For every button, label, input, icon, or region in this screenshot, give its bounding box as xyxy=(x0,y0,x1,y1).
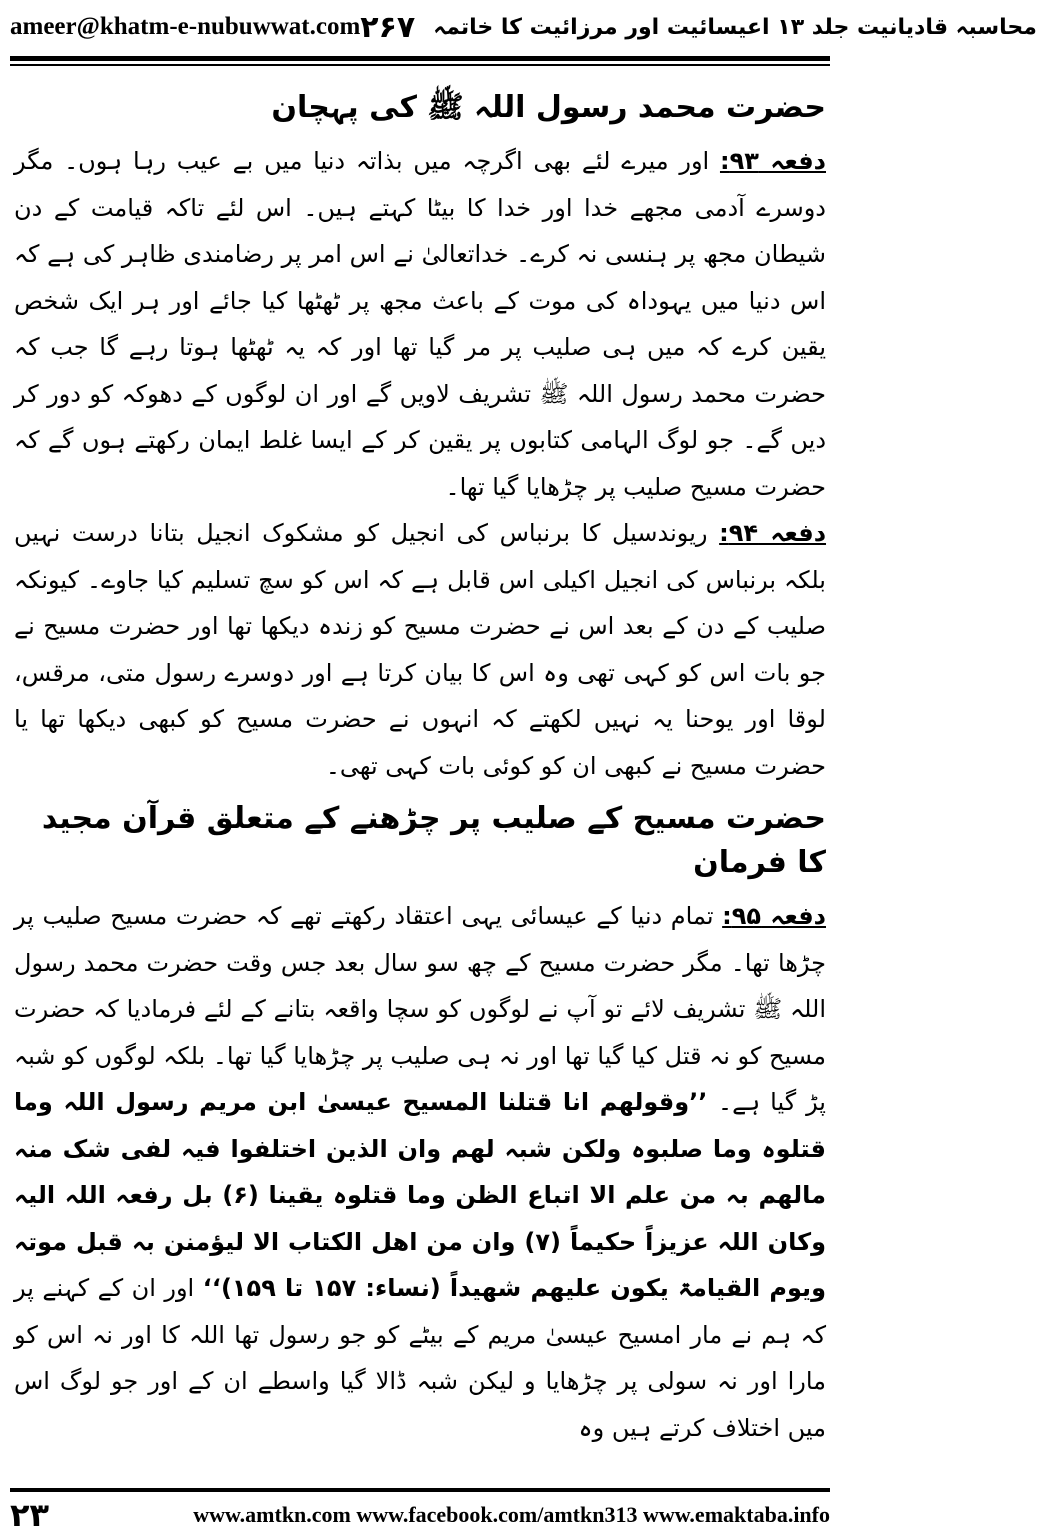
quran-quote: ’’وقولھم انا قتلنا المسیح عیسیٰ ابن مریم رسول اللہ وما قتلوہ وما صلبوہ ولکن شبہ لھم وان الذین اختلفوا فیہ لفی شک منہ مالھم بہ من علم الا اتباع الظن وما قتلوہ یقینا (۶) بل رفعہ اللہ الیہ وکان اللہ عزیزاً حکیماً (۷) وان من اھل الکتاب الا لیؤمنن بہ قبل موتہ ویوم القیامۃ یکون علیھم شھیداً (نساء: ۱۵۷ تا ۱۵۹)‘‘ xyxy=(14,1088,827,1302)
header-title-group xyxy=(360,10,1037,45)
clause-label-94: دفعہ ۹۴: xyxy=(719,519,827,547)
header-rule-thin xyxy=(10,64,830,66)
footer-rule xyxy=(10,1488,830,1492)
header-book-title: محاسبہ قادیانیت جلد ۱۳ اعیسائیت اور مرزائیت کا خاتمہ xyxy=(433,14,1037,40)
paragraph-95-text: تمام دنیا کے عیسائی یہی اعتقاد رکھتے تھے کہ حضرت مسیح صلیب پر چڑھا تھا۔ مگر حضرت مسیح کے چھ سو سال بعد جس وقت حضرت محمد رسول اللہ ﷺ تشریف لائے تو آپ نے لوگوں کو سچا واقعہ بتانے کے لئے فرمادیا کہ حضرت مسیح کو نہ قتل کیا گیا تھا اور نہ ہی صلیب پر چڑھایا گیا تھا۔ بلکہ لوگوں کو شبہ پڑ گیا ہے۔ xyxy=(14,902,826,1116)
section-heading-recognition: حضرت محمد رسول اللہ ﷺ کی پہچان xyxy=(271,90,826,125)
footer-links: www.amtkn.com www.facebook.com/amtkn313 www.emaktaba.info xyxy=(193,1502,830,1527)
paragraph-93-text: اور میرے لئے بھی اگرچہ میں بذاتہ دنیا میں بے عیب رہا ہوں۔ مگر دوسرے آدمی مجھے خدا اور خدا کا بیٹا کہتے ہیں۔ اس لئے تاکہ قیامت کے دن شیطان مجھ پر ہنسی نہ کرے۔ خداتعالیٰ نے اس امر پر رضامندی ظاہر کی ہے کہ اس دنیا میں یہوداہ کی موت کے باعث مجھ پر ٹھٹھا کیا جائے اور ہر ایک شخص یقین کرے کہ میں ہی صلیب پر مر گیا تھا اور کہ یہ ٹھٹھا ہوتا رہے گا جب کہ حضرت محمد رسول اللہ ﷺ تشریف لاویں گے اور ان لوگوں کے دھوکہ کو دور کر دیں گے۔ جو لوگ الہامی کتابوں پر یقین کر کے ایسا غلط ایمان رکھتے ہوں گے کہ حضرت مسیح صلیب پر چڑھایا گیا تھا۔ xyxy=(13,147,826,501)
paragraph-95 xyxy=(14,893,826,1451)
clause-label-93: دفعہ ۹۳: xyxy=(719,147,826,175)
clause-label-95: دفعہ ۹۵: xyxy=(722,902,826,930)
page-header xyxy=(10,2,1037,52)
paragraph-94-text: ریوندسیل کا برنباس کی انجیل کو مشکوک انجیل بتانا درست نہیں بلکہ برنباس کی انجیل اکیلی اس قابل ہے کہ اس کو سچ تسلیم کیا جاوے۔ کیونکہ صلیب کے دن کے بعد اس نے حضرت مسیح کو زندہ دیکھا تھا اور حضرت مسیح نے جو بات اس کو کہی تھی وہ اس کا بیان کرتا ہے اور دوسرے رسول متی، مرقس، لوقا اور یوحنا یہ نہیں لکھتے کہ انہوں نے حضرت مسیح کو کبھی دیکھا تھا یا حضرت مسیح نے کبھی ان کو کوئی بات کہی تھی۔ xyxy=(14,519,826,780)
header-email: ameer@khatm-e-nubuwwat.com xyxy=(10,13,361,40)
page-body xyxy=(14,78,826,1451)
header-page-number: ۲۶۷ xyxy=(360,9,416,45)
paragraph-94 xyxy=(14,510,826,789)
footer-page-number: ۲۳ xyxy=(10,1496,50,1534)
header-rule-thick xyxy=(10,56,830,61)
section-heading-quran: حضرت مسیح کے صلیب پر چڑھنے کے متعلق قرآن مجید کا فرمان xyxy=(41,801,826,880)
paragraph-93 xyxy=(14,138,826,510)
paragraph-95-translation: اور ان کے کہنے پر کہ ہم نے مار امسیح عیسیٰ مریم کے بیٹے کو جو رسول تھا اللہ کا اور نہ اس کو مارا اور نہ سولی پر چڑھایا و لیکن شبہ ڈالا گیا واسطے ان کے اور جو لوگ اس میں اختلاف کرتے ہیں وہ xyxy=(14,1274,827,1442)
page-footer xyxy=(10,1494,830,1536)
